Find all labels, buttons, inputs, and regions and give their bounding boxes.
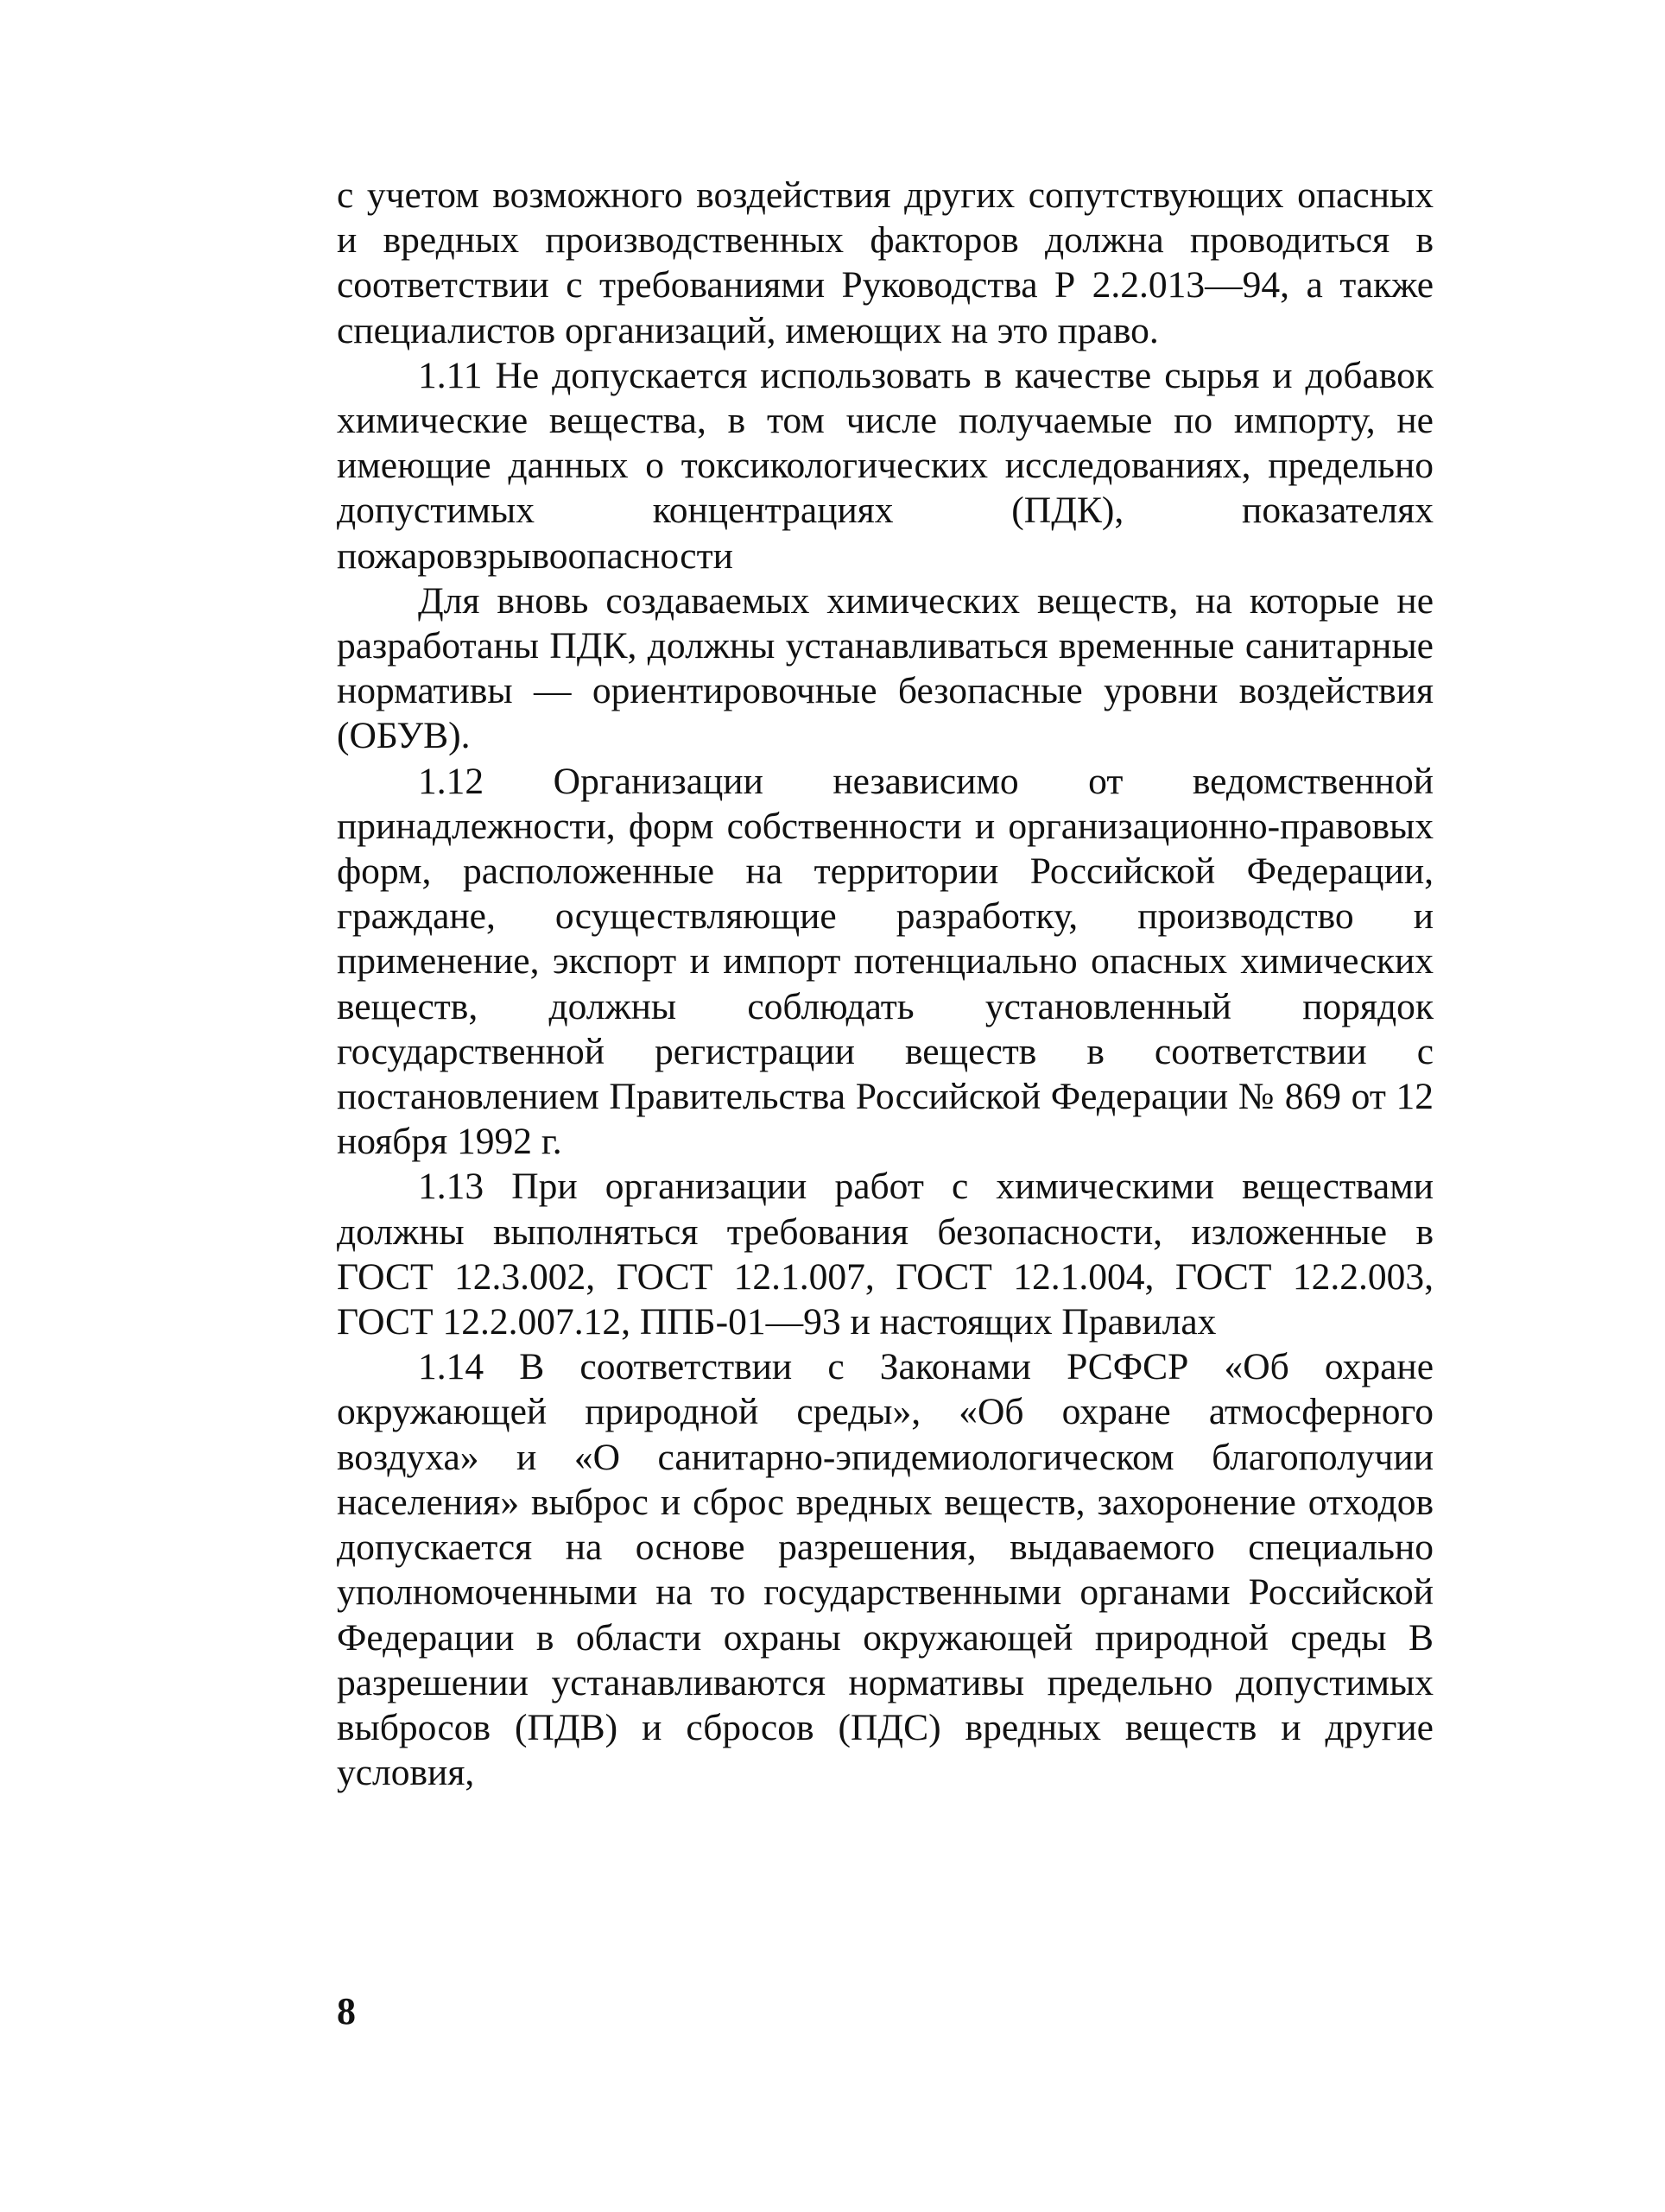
page-number: 8 [337, 1990, 356, 2032]
paragraph-continuation: с учетом возможного воздействия других сопутствующих опасных и вредных производственных факторов должна проводиться в соответствии с требованиями Руководства Р 2.2.013—94, а также специалистов организаций, имеющих на это право. [337, 174, 1434, 351]
paragraph-1-11: 1.11 Не допускается использовать в качестве сырья и добавок химические вещества, в том числе получаемые по импорту, не имеющие данных о токсикологических исследованиях, предельно допустимых концентрациях (ПДК), показателях пожаровзрывоопасности [337, 354, 1434, 577]
page-body [337, 173, 1434, 1795]
paragraph-obuv: Для вновь создаваемых химических веществ, на которые не разработаны ПДК, должны устанавливаться временные санитарные нормативы — ориентировочные безопасные уровни воздействия (ОБУВ). [337, 579, 1434, 757]
paragraph-1-12: 1.12 Организации независимо от ведомственной принадлежности, форм собственности и организационно-правовых форм, расположенные на территории Российской Федерации, граждане, осуществляющие разработку, производство и применение, экспорт и импорт потенциально опасных химических веществ, должны соблюдать установленный порядок государственной регистрации веществ в соответствии с постановлением Правительства Российской Федерации № 869 от 12 ноября 1992 г. [337, 760, 1434, 1163]
paragraph-1-13: 1.13 При организации работ с химическими веществами должны выполняться требования безопасности, изложенные в ГОСТ 12.3.002, ГОСТ 12.1.007, ГОСТ 12.1.004, ГОСТ 12.2.003, ГОСТ 12.2.007.12, ППБ-01—93 и настоящих Правилах [337, 1166, 1434, 1343]
paragraph-1-14: 1.14 В соответствии с Законами РСФСР «Об охране окружающей природной среды», «Об охране атмосферного воздуха» и «О санитарно-эпидемиологическом благополучии населения» выброс и сброс вредных веществ, захоронение отходов допускается на основе разрешения, выдаваемого специально уполномоченными на то государственными органами Российской Федерации в области охраны окружающей природной среды В разрешении устанавливаются нормативы предельно допустимых выбросов (ПДВ) и сбросов (ПДС) вредных веществ и другие условия, [337, 1346, 1434, 1794]
